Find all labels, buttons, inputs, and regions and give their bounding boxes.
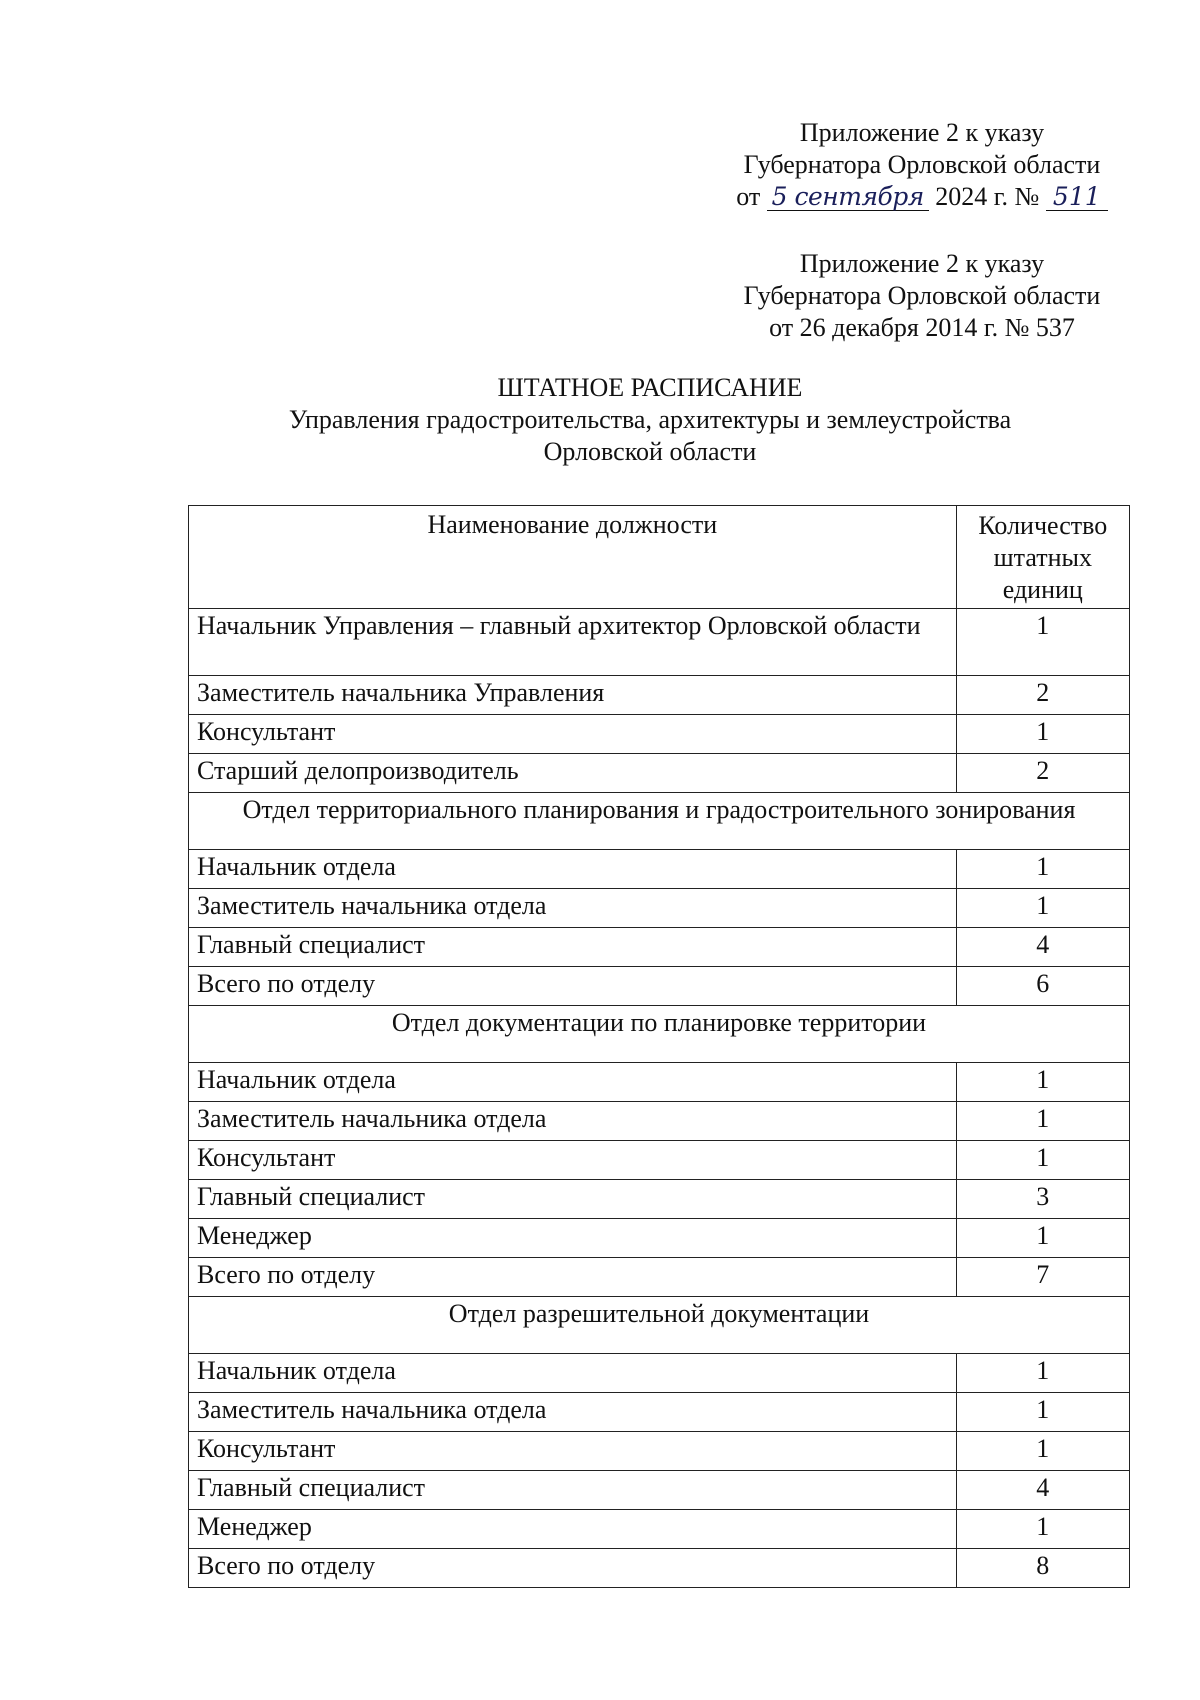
header-quantity-line1: Количество	[978, 511, 1108, 540]
document-subtitle-line1: Управления градостроительства, архитектуры и землеустройства	[288, 405, 1012, 434]
table-row	[189, 1432, 1130, 1471]
table-row	[189, 715, 1130, 754]
position-name-cell: Заместитель начальника Управления	[189, 676, 957, 715]
position-name-cell: Всего по отделу	[189, 1258, 957, 1297]
position-name-cell: Заместитель начальника отдела	[189, 1102, 957, 1141]
table-row	[189, 1141, 1130, 1180]
staff-table-body	[189, 506, 1130, 1588]
position-quantity-cell: 1	[956, 1219, 1129, 1258]
section-header-row	[189, 1297, 1130, 1354]
position-name-cell: Начальник отдела	[189, 850, 957, 889]
position-quantity-cell: 1	[956, 1063, 1129, 1102]
position-name-cell: Начальник Управления – главный архитектор Орловской области	[189, 609, 957, 676]
table-row	[189, 1102, 1130, 1141]
appendix-current-line2: Губернатора Орловской области	[743, 150, 1101, 179]
table-row	[189, 1471, 1130, 1510]
appendix-current-line1: Приложение 2 к указу	[799, 118, 1045, 147]
header-quantity	[956, 506, 1129, 609]
section-title: Отдел территориального планирования и градостроительного зонирования	[189, 793, 1130, 850]
appendix-original-line3: от 26 декабря 2014 г. № 537	[769, 313, 1075, 342]
position-quantity-cell: 4	[956, 1471, 1129, 1510]
table-header-row	[189, 506, 1130, 609]
position-quantity-cell: 7	[956, 1258, 1129, 1297]
handwritten-number: 511	[1046, 184, 1108, 211]
table-row	[189, 609, 1130, 676]
position-name-cell: Заместитель начальника отдела	[189, 1393, 957, 1432]
date-prefix: от	[736, 182, 761, 211]
position-name-cell: Начальник отдела	[189, 1354, 957, 1393]
position-name-cell: Главный специалист	[189, 1180, 957, 1219]
document-subtitle-line2: Орловской области	[543, 437, 757, 466]
position-name-cell: Консультант	[189, 1432, 957, 1471]
position-quantity-cell: 1	[956, 715, 1129, 754]
header-position-name: Наименование должности	[189, 506, 957, 609]
position-name-cell: Менеджер	[189, 1219, 957, 1258]
table-row	[189, 1393, 1130, 1432]
position-quantity-cell: 4	[956, 928, 1129, 967]
table-row	[189, 1219, 1130, 1258]
position-quantity-cell: 1	[956, 1102, 1129, 1141]
table-row	[189, 967, 1130, 1006]
position-quantity-cell: 1	[956, 1393, 1129, 1432]
position-quantity-cell: 1	[956, 1354, 1129, 1393]
table-row	[189, 1063, 1130, 1102]
document-heading: ШТАТНОЕ РАСПИСАНИЕ	[497, 373, 803, 402]
table-row	[189, 928, 1130, 967]
document-title-block	[150, 372, 1150, 468]
table-row	[189, 1354, 1130, 1393]
position-quantity-cell: 8	[956, 1549, 1129, 1588]
table-row	[189, 1258, 1130, 1297]
section-title: Отдел документации по планировке территории	[189, 1006, 1130, 1063]
position-quantity-cell: 1	[956, 1432, 1129, 1471]
header-quantity-line3: единиц	[1002, 575, 1083, 604]
position-quantity-cell: 1	[956, 1141, 1129, 1180]
table-row	[189, 1549, 1130, 1588]
position-name-cell: Консультант	[189, 715, 957, 754]
position-name-cell: Консультант	[189, 1141, 957, 1180]
position-name-cell: Менеджер	[189, 1510, 957, 1549]
date-suffix: 2024 г. №	[935, 182, 1040, 211]
position-quantity-cell: 2	[956, 676, 1129, 715]
table-row	[189, 754, 1130, 793]
table-row	[189, 676, 1130, 715]
position-name-cell: Всего по отделу	[189, 1549, 957, 1588]
staff-schedule-table	[188, 505, 1130, 1588]
table-row	[189, 1180, 1130, 1219]
table-row	[189, 1510, 1130, 1549]
position-quantity-cell: 1	[956, 1510, 1129, 1549]
position-name-cell: Главный специалист	[189, 1471, 957, 1510]
position-name-cell: Начальник отдела	[189, 1063, 957, 1102]
section-header-row	[189, 1006, 1130, 1063]
appendix-original-line2: Губернатора Орловской области	[743, 281, 1101, 310]
section-title: Отдел разрешительной документации	[189, 1297, 1130, 1354]
position-name-cell: Старший делопроизводитель	[189, 754, 957, 793]
position-quantity-cell: 1	[956, 609, 1129, 676]
position-name-cell: Всего по отделу	[189, 967, 957, 1006]
table-row	[189, 889, 1130, 928]
position-name-cell: Заместитель начальника отдела	[189, 889, 957, 928]
position-quantity-cell: 1	[956, 889, 1129, 928]
appendix-original-header	[712, 248, 1132, 344]
table-row	[189, 850, 1130, 889]
header-quantity-line2: штатных	[993, 543, 1092, 572]
handwritten-date: 5 сентября	[767, 184, 929, 211]
position-quantity-cell: 6	[956, 967, 1129, 1006]
position-name-cell: Главный специалист	[189, 928, 957, 967]
position-quantity-cell: 2	[956, 754, 1129, 793]
section-header-row	[189, 793, 1130, 850]
appendix-current-header	[712, 117, 1132, 213]
position-quantity-cell: 1	[956, 850, 1129, 889]
appendix-current-date-line	[712, 181, 1132, 213]
position-quantity-cell: 3	[956, 1180, 1129, 1219]
appendix-original-line1: Приложение 2 к указу	[799, 249, 1045, 278]
